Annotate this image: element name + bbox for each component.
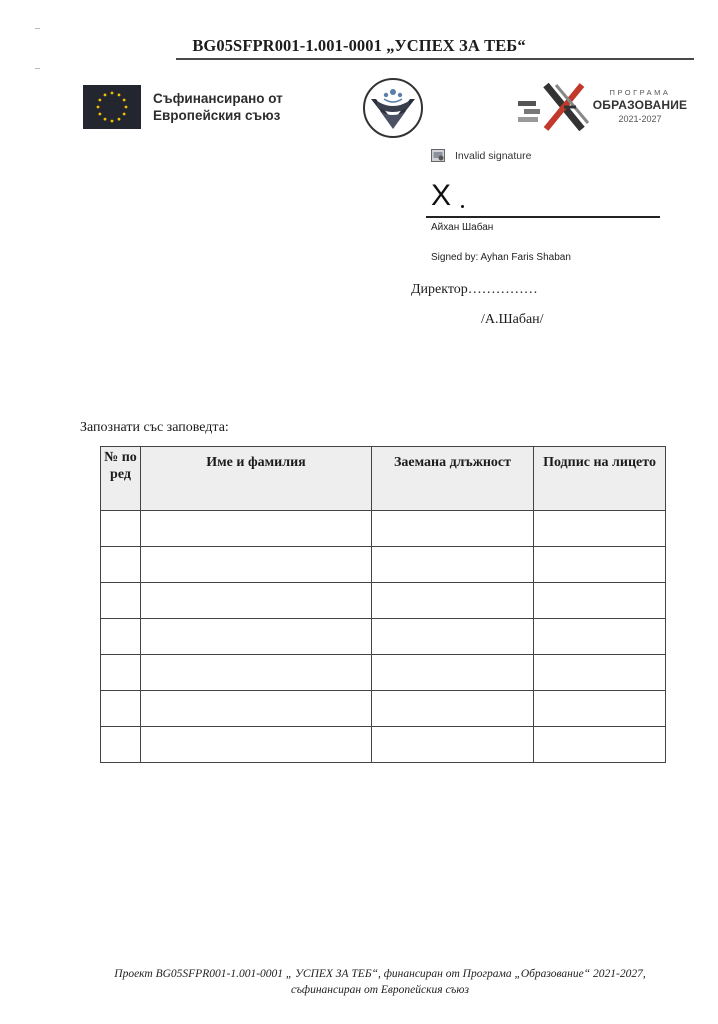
cell-signature bbox=[534, 691, 666, 727]
cell-name bbox=[141, 655, 372, 691]
school-emblem-icon bbox=[362, 77, 424, 139]
table-row bbox=[101, 511, 666, 547]
eu-text-line2: Европейския съюз bbox=[153, 108, 281, 123]
eu-star-icon bbox=[118, 93, 121, 96]
table-row bbox=[101, 619, 666, 655]
table-row bbox=[101, 547, 666, 583]
page-title: BG05SFPR001-1.001-0001 „УСПЕХ ЗА ТЕБ“ bbox=[192, 36, 526, 55]
director-name: /А.Шабан/ bbox=[481, 312, 544, 327]
signature-dot bbox=[461, 205, 464, 208]
cell-signature bbox=[534, 655, 666, 691]
cell-name bbox=[141, 547, 372, 583]
column-header-number: № по ред bbox=[101, 447, 141, 511]
signature-mark: X bbox=[431, 179, 452, 212]
table-row bbox=[101, 691, 666, 727]
column-header-name: Име и фамилия bbox=[141, 447, 372, 511]
signer-name: Айхан Шабан bbox=[431, 222, 494, 233]
director-label: Директор…………… bbox=[411, 282, 538, 297]
signature-line bbox=[426, 216, 660, 218]
acknowledgement-label: Запознати със заповедта: bbox=[80, 420, 229, 435]
cell-position bbox=[372, 619, 534, 655]
eu-star-icon bbox=[123, 113, 126, 116]
cell-position bbox=[372, 547, 534, 583]
table-row bbox=[101, 583, 666, 619]
cell-number bbox=[101, 727, 141, 763]
cell-signature bbox=[534, 547, 666, 583]
cell-position bbox=[372, 511, 534, 547]
cell-signature bbox=[534, 727, 666, 763]
cell-number bbox=[101, 691, 141, 727]
cell-number bbox=[101, 655, 141, 691]
cell-number bbox=[101, 511, 141, 547]
column-header-signature: Подпис на лицето bbox=[534, 447, 666, 511]
program-education-text bbox=[590, 88, 690, 124]
cell-number bbox=[101, 583, 141, 619]
cell-position bbox=[372, 583, 534, 619]
cell-name bbox=[141, 511, 372, 547]
program-label: ПРОГРАМА bbox=[609, 88, 671, 97]
cell-name bbox=[141, 619, 372, 655]
cell-position bbox=[372, 691, 534, 727]
eu-star-icon bbox=[98, 113, 101, 116]
footer-line1: Проект BG05SFPR001-1.001-0001 „ УСПЕХ ЗА ТЕБ“, финансиран от Програма „Образование“ 2021-2027, bbox=[114, 968, 646, 980]
eu-cofunded-text bbox=[153, 90, 283, 124]
cell-number bbox=[101, 547, 141, 583]
title-rule bbox=[176, 58, 694, 60]
eu-star-icon bbox=[111, 92, 114, 95]
cell-name bbox=[141, 583, 372, 619]
signed-by-text: Signed by: Ayhan Faris Shaban bbox=[431, 252, 571, 263]
cell-number bbox=[101, 619, 141, 655]
cell-signature bbox=[534, 619, 666, 655]
signature-status-text: Invalid signature bbox=[455, 149, 532, 162]
program-years: 2021-2027 bbox=[618, 114, 662, 124]
eu-star-icon bbox=[123, 99, 126, 102]
footer bbox=[0, 966, 718, 998]
cell-signature bbox=[534, 583, 666, 619]
eu-star-icon bbox=[111, 120, 114, 123]
margin-mark bbox=[35, 28, 40, 29]
eu-text-line1: Съфинансирано от bbox=[153, 91, 283, 106]
table-header-row bbox=[101, 447, 666, 511]
eu-star-icon bbox=[125, 106, 128, 109]
cell-position bbox=[372, 727, 534, 763]
signature-status bbox=[431, 149, 531, 162]
footer-line2: съфинансиран от Европейския съюз bbox=[291, 984, 469, 996]
eu-star-icon bbox=[98, 99, 101, 102]
acknowledgement-table bbox=[100, 446, 666, 763]
program-name: ОБРАЗОВАНИЕ bbox=[592, 98, 688, 112]
eu-star-icon bbox=[104, 93, 107, 96]
eu-star-icon bbox=[97, 106, 100, 109]
table-row bbox=[101, 727, 666, 763]
eu-star-icon bbox=[104, 118, 107, 121]
cell-name bbox=[141, 691, 372, 727]
cell-signature bbox=[534, 511, 666, 547]
column-header-position: Заемана длъжност bbox=[372, 447, 534, 511]
cell-name bbox=[141, 727, 372, 763]
cell-position bbox=[372, 655, 534, 691]
invalid-signature-icon bbox=[431, 149, 445, 162]
table-row bbox=[101, 655, 666, 691]
eu-cofunded-logo bbox=[83, 85, 283, 129]
margin-mark bbox=[35, 68, 40, 69]
eu-star-icon bbox=[118, 118, 121, 121]
eu-flag-icon bbox=[83, 85, 141, 129]
